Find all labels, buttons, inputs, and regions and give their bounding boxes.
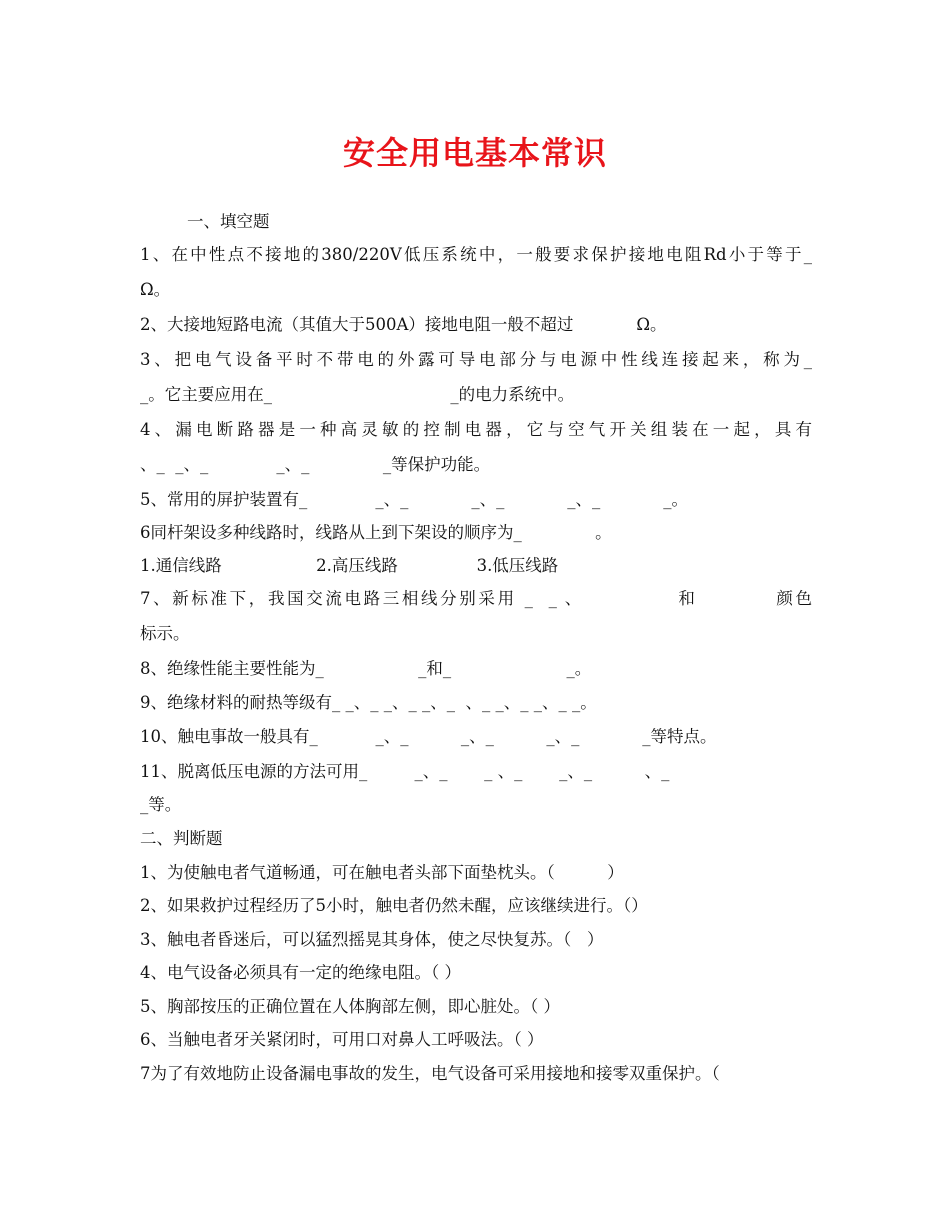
question-line: 10、触电事故一般具有_ _、_ _、_ _、_ _等特点。 [140,727,717,746]
question-line: 2、大接地短路电流（其值大于500A）接地电阻一般不超过 Ω。 [140,315,667,334]
question-line: 、_ _、_ _、_ _等保护功能。 [140,455,491,474]
question-line: 6同杆架设多种线路时，线路从上到下架设的顺序为_ 。 [140,523,612,542]
question-line: 1、在中性点不接地的380/220V低压系统中，一般要求保护接地电阻Rd小于等于_ [140,245,812,264]
question-line: 1.通信线路 2.高压线路 3.低压线路 [140,556,559,575]
section-heading-fill-in: 一、填空题 [187,212,270,231]
question-line: 9、绝缘材料的耐热等级有_ _、_ _、_ _、_ 、_ _、_ _、_ _。 [140,693,597,712]
page-title: 安全用电基本常识 [342,134,607,172]
question-line: 标示。 [140,624,190,643]
question-line: _。它主要应用在_ _的电力系统中。 [140,385,575,404]
question-line: 7、新标准下，我国交流电路三相线分别采用 _ _ 、 和 颜色 [140,589,812,608]
question-line: 5、胸部按压的正确位置在人体胸部左侧，即心脏处。（ ） [140,997,560,1016]
question-line: 5、常用的屏护装置有_ _、_ _、_ _、_ _。 [140,490,688,509]
question-line: Ω。 [140,280,171,299]
section-heading-true-false: 二、判断题 [140,829,223,848]
question-line: 4、漏电断路器是一种高灵敏的控制电器，它与空气开关组装在一起，具有 [140,420,812,439]
question-line: 1、为使触电者气道畅通，可在触电者头部下面垫枕头。（ ） [140,863,624,882]
question-line: 6、当触电者牙关紧闭时，可用口对鼻人工呼吸法。（ ） [140,1030,544,1049]
question-line: _等。 [140,795,182,814]
question-line: 4、电气设备必须具有一定的绝缘电阻。（ ） [140,963,461,982]
question-line: 3、把电气设备平时不带电的外露可导电部分与电源中性线连接起来，称为_ [140,350,812,369]
question-line: 2、如果救护过程经历了5小时，触电者仍然未醒，应该继续进行。（） [140,896,648,915]
question-line: 11、脱离低压电源的方法可用_ _、_ _ 、_ _、_ 、_ [140,762,670,781]
question-line: 7为了有效地防止设备漏电事故的发生，电气设备可采用接地和接零双重保护。（ [140,1064,720,1083]
question-line: 8、绝缘性能主要性能为_ _和_ _。 [140,659,592,678]
question-line: 3、触电者昏迷后，可以猛烈摇晃其身体，使之尽快复苏。（ ） [140,930,604,949]
